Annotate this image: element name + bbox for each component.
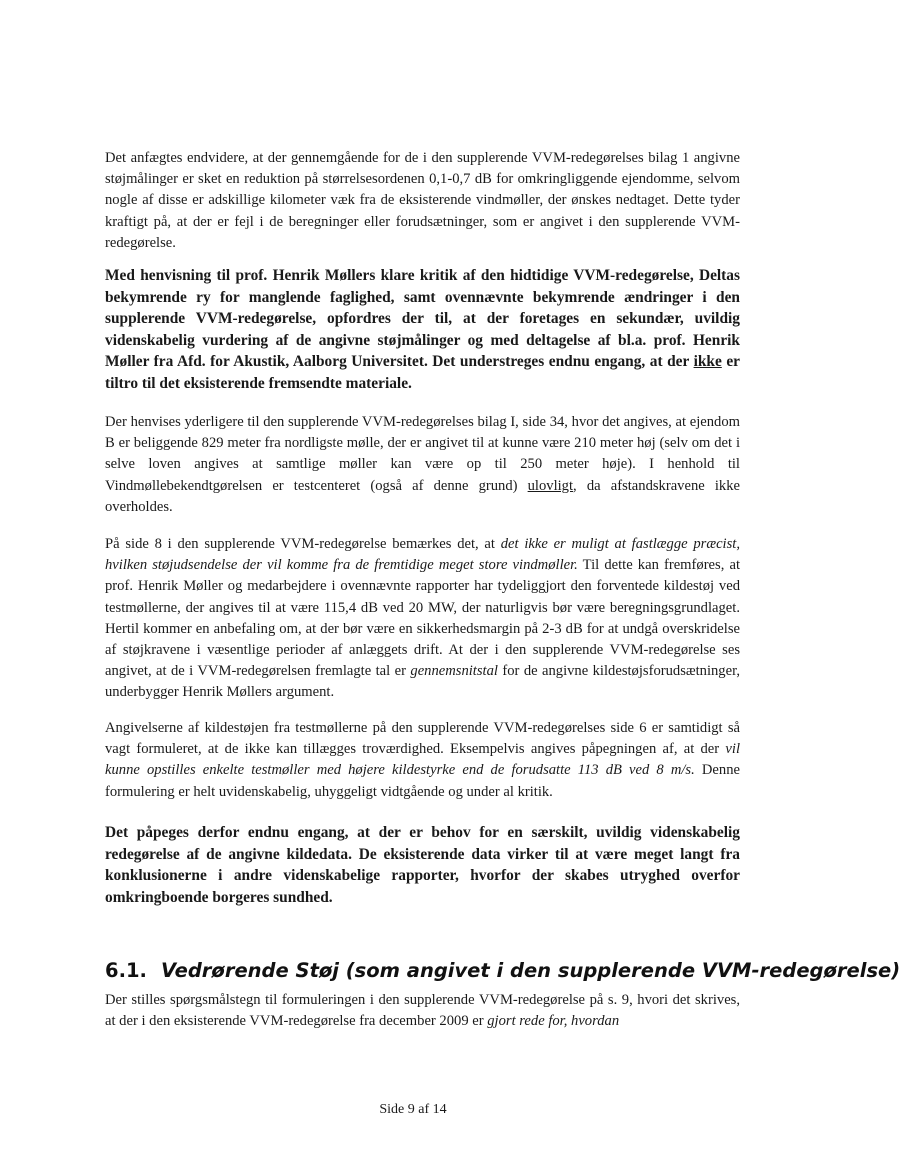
paragraph-text: Der henvises yderligere til den supplerende VVM-redegørelses bilag I, side 34, hvor det angives, at ejendom B er beliggende 829 meter fra nordligste mølle, der er angivet til at kunne være 210 meter høj (selv om det i selve loven angives at samtlige møller kan være op til 250 meter høje). I henhold til Vindmøllebekendtgørelsen er testcenteret (også af denne grund) [105,414,740,494]
paragraph-text: Angivelserne af kildestøjen fra testmøllerne på den supplerende VVM-redegørelses side 6 er samtidigt så vagt formuleret, at de ikke kan tillægges troværdighed. Eksempelvis angives påpegningen af, at der [105,720,740,758]
paragraph-request-review [105,265,740,395]
underlined-word: ikke [693,353,722,371]
paragraph-text: er tiltro til det eksisterende fremsendte materiale. [105,353,740,392]
underlined-word: ulovligt [527,477,574,494]
paragraph-text: På side 8 i den supplerende VVM-redegørelse bemærkes det, at [105,536,501,552]
section-heading [105,958,900,984]
paragraph-text: for de angivne kildestøjsforudsætninger, underbygger Henrik Møllers argument. [105,663,741,701]
italic-quote: det ikke er muligt at fastlægge præcist, hvilken støjudsendelse der vil komme fra de fremtidige meget store vindmøller. [105,536,740,574]
page-number-footer: Side 9 af 14 [379,1102,447,1117]
italic-quote: gennemsnitstal [410,663,498,680]
paragraph-separate-report [105,822,740,908]
paragraph-text: Denne formulering er helt uvidenskabelig, uhyggeligt vidtgående og under al kritik. [105,762,740,800]
paragraph-text: Med henvisning til prof. Henrik Møllers klare kritik af den hidtidige VVM-redegørelse, Deltas bekymrende ry for manglende faglighed, samt ovennævnte bekymrende ændringer i den supplerende VVM-redegørelse, opfordres der til, at der foretages en sekundær, uvildig videnskabelig vurdering af de angivne støjmålinger og med deltagelse af bl.a. prof. Henrik Møller fra Afd. for Akustik, Aalborg Universitet. Det understreges endnu engang, at der [105,267,740,371]
paragraph-text: Det påpeges derfor endnu engang, at der er behov for en særskilt, uvildig videnskabelig redegørelse af de angivne kildedata. De eksisterende data virker til at være meget langt fra konklusionerne i andre videnskabelige rapporter, hvorfor der skabes utryghed overfor omkringboende borgeres sundhed. [105,824,740,906]
section-title: Vedrørende Støj (som angivet i den supplerende VVM-redegørelse) [160,959,900,982]
paragraph-source-noise [105,534,740,704]
paragraph-noise-reduction [105,148,740,254]
paragraph-text: Til dette kan fremføres, at prof. Henrik Møller og medarbejdere i ovennævnte rapporter har tydeliggjort den forventede kildestøj ved testmøllerne, der angives til at være 115,4 dB ved 20 MW, der naturligvis bør være beregningsgrundlaget. Hertil kommer en anbefaling om, at der bør være en sikkerhedsmargin på 2-3 dB for at undgå overskridelse af støjkravene i væsentlige perioder af anlæggets drift. At der i den supplerende VVM-redegørelse ses angivet, at de i VVM-redegørelsen fremlagte tal er [105,557,741,680]
italic-quote: vil kunne opstilles enkelte testmøller med højere kildestyrke end de forudsatte 113 dB ved 8 m/s. [105,741,740,779]
paragraph-vague-statements [105,718,740,803]
section-number: 6.1. [105,959,147,982]
paragraph-text: Der stilles spørgsmålstegn til formuleringen i den supplerende VVM-redegørelse på s. 9, hvori det skrives, at der i den eksisterende VVM-redegørelse fra december 2009 er [105,992,740,1030]
paragraph-question-formulation [105,990,740,1032]
paragraph-text: , da afstandskravene ikke overholdes. [105,477,740,515]
italic-quote: gjort rede for, hvordan [487,1013,620,1030]
paragraph-distance-requirements [105,412,740,518]
paragraph-text: Det anfægtes endvidere, at der gennemgående for de i den supplerende VVM-redegørelses bilag 1 angivne støjmålinger er sket en reduktion på størrelsesordenen 0,1-0,7 dB for omkringliggende ejendomme, selvom nogle af disse er adskillige kilometer væk fra de eksisterende vindmøller, der ønskes nedtaget. Dette tyder kraftigt på, at der er fejl i de beregninger eller forudsætninger, som er angivet i den supplerende VVM-redegørelse. [105,150,740,251]
